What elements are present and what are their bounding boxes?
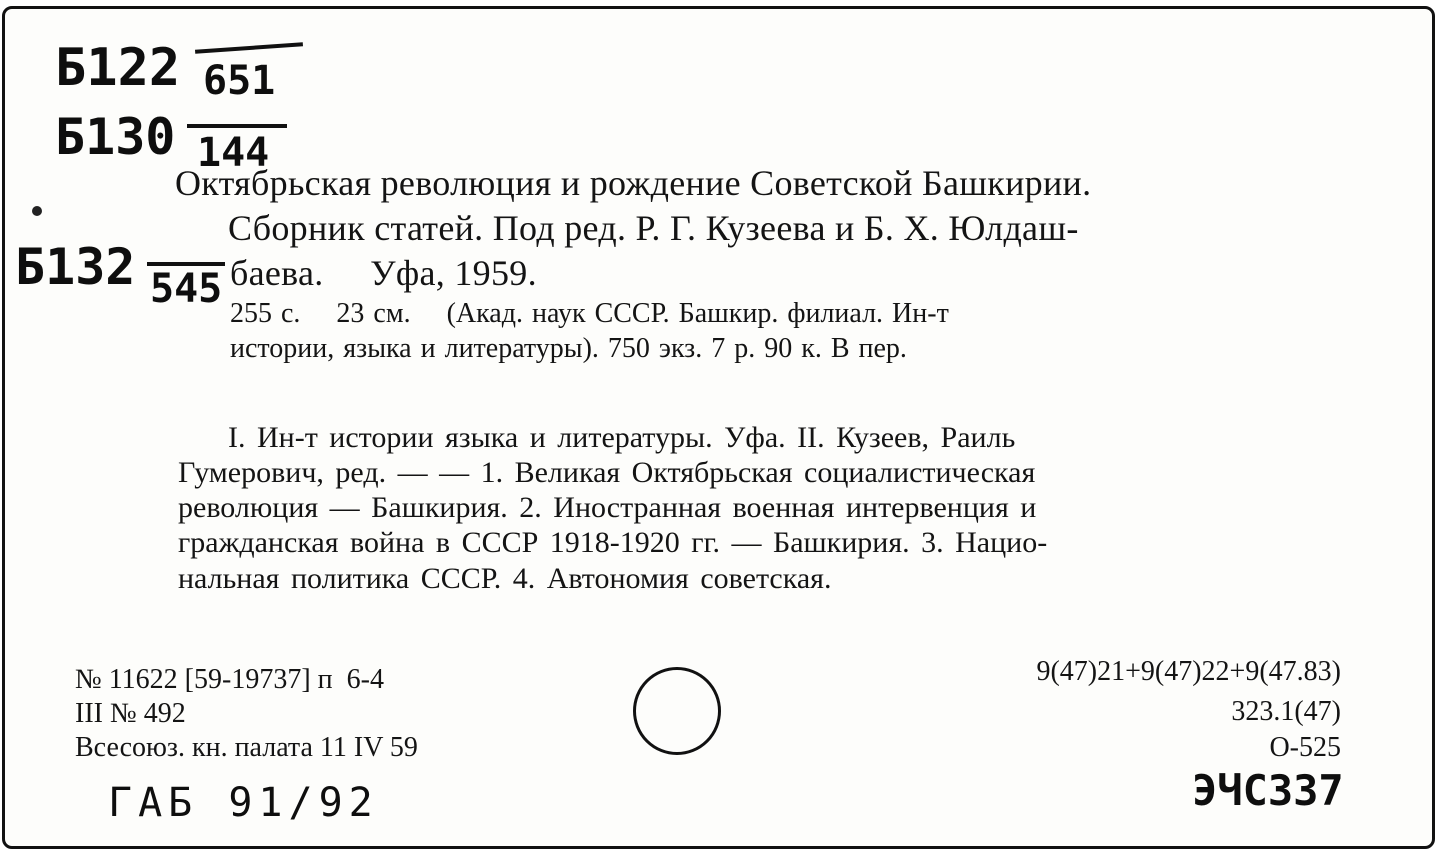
record-number: № 11622 [59-19737] п 6-4: [75, 664, 384, 695]
subject-line-5: нальная политика СССР. 4. Автономия советская.: [178, 562, 832, 595]
inventory-handwritten: ГАБ 91/92: [108, 780, 379, 826]
title-line-3: баева. Уфа, 1959.: [230, 253, 537, 293]
title-line-1: Октябрьская революция и рождение Советской Башкирии.: [175, 163, 1092, 203]
shelf-mark-2-number: 144: [197, 130, 270, 176]
shelf-mark-2-code: Б130: [55, 108, 176, 166]
subject-line-4: гражданская война в СССР 1918-1920 гг. — Башкирия. 3. Нацио-: [178, 526, 1048, 559]
subject-line-3: революция — Башкирия. 2. Иностранная военная интервенция и: [178, 491, 1037, 524]
subject-line-2: Гумерович, ред. — — 1. Великая Октябрьская социалистическая: [178, 456, 1036, 489]
author-mark: О-525: [1269, 732, 1341, 763]
handwritten-number: ЭЧС337: [1192, 766, 1344, 815]
udc-index: 323.1(47): [1231, 696, 1341, 727]
shelf-mark-1-number: 651: [203, 58, 276, 104]
ink-dot: [32, 206, 42, 216]
shelf-mark-2-rule: [187, 124, 287, 128]
chamber-date: Всесоюз. кн. палата 11 IV 59: [75, 732, 418, 763]
registry-number: III № 492: [75, 698, 186, 729]
circle-stamp: [633, 667, 721, 755]
classification-index: 9(47)21+9(47)22+9(47.83): [1036, 656, 1341, 687]
title-line-2: Сборник статей. Под ред. Р. Г. Кузеева и Б. Х. Юлдаш-: [228, 208, 1079, 248]
shelf-mark-3-code: Б132: [15, 238, 136, 296]
description-line-1: 255 с. 23 см. (Акад. наук СССР. Башкир. филиал. Ин-т: [230, 298, 949, 329]
description-line-2: истории, языка и литературы). 750 экз. 7 р. 90 к. В пер.: [230, 333, 907, 364]
subject-line-1: I. Ин-т истории языка и литературы. Уфа. II. Кузеев, Раиль: [228, 421, 1016, 454]
shelf-mark-3-number: 545: [150, 266, 223, 312]
shelf-mark-1-code: Б122: [55, 38, 181, 98]
